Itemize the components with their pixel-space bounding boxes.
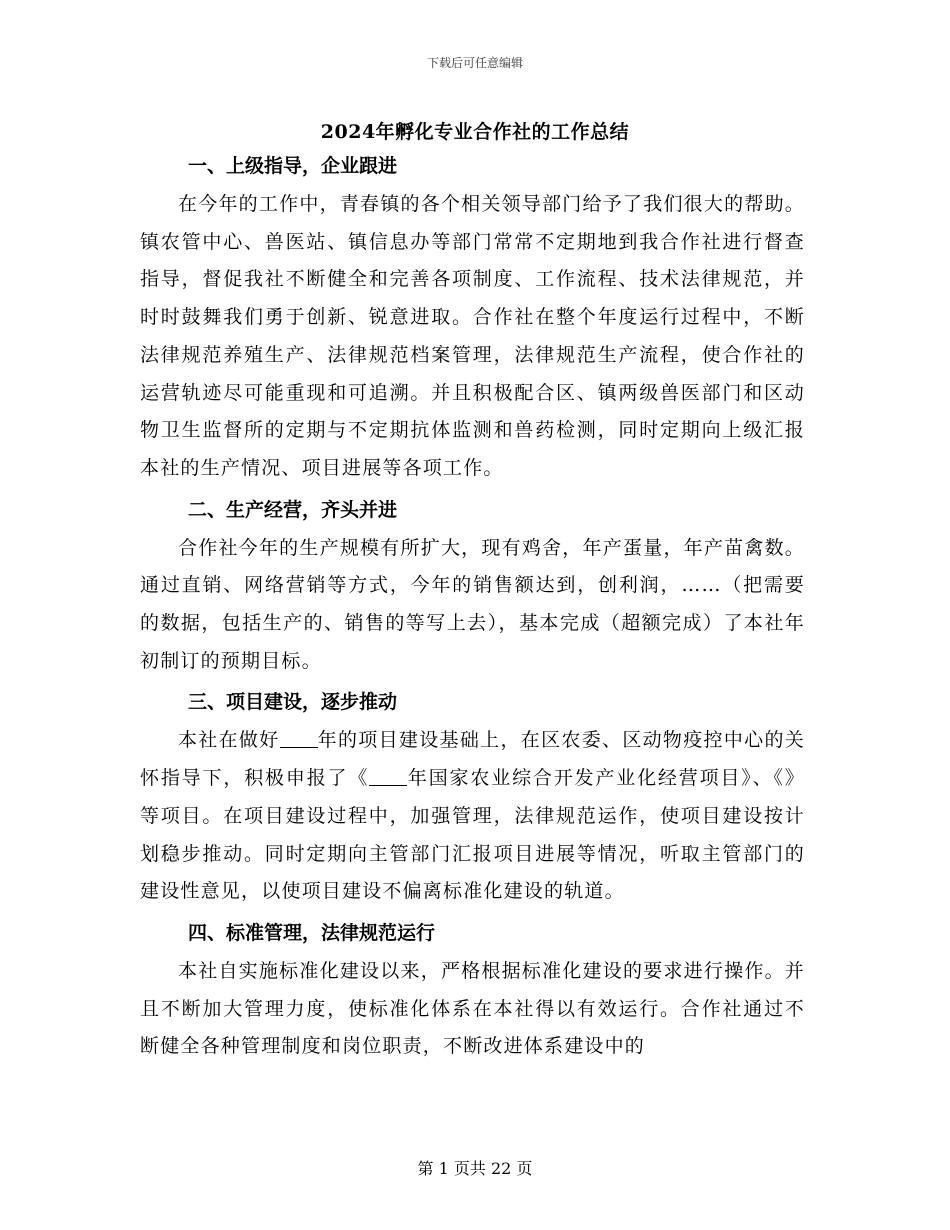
section-paragraph-2: 合作社今年的生产规模有所扩大，现有鸡舍，年产蛋量，年产苗禽数。通过直销、网络营销等方式，今年的销售额达到，创利润，……（把需要的数据，包括生产的、销售的等写上去），基本完成（超额完成）了本社年初制订的预期目标。 xyxy=(140,536,805,672)
blank-underline xyxy=(369,766,407,786)
section-heading-4: 四、标准管理，法律规范运行 xyxy=(188,921,436,944)
paragraph-text: 年国家农业综合开发产业化经营项目》、《》等项目。在项目建设过程中，加强管理，法律规范运作，使项目建设按计划稳步推动。同时定期向主管部门汇报项目进展等情况，听取主管部门的建设性意见，以使项目建设不偏离标准化建设的轨道。 xyxy=(140,767,805,903)
section-heading-1: 一、上级指导，企业跟进 xyxy=(188,155,398,177)
paragraph-text: 年的项目建设基础上，在区农委、区动物疫控中心的关怀指导下，积极申报了《 xyxy=(140,729,805,790)
document-body xyxy=(140,150,805,1072)
paragraph-text: 本社在做好 xyxy=(178,729,280,752)
section-paragraph-3 xyxy=(140,722,805,911)
section-heading-2: 二、生产经营，齐头并进 xyxy=(188,498,398,521)
section-paragraph-4: 本社自实施标准化建设以来，严格根据标准化建设的要求进行操作。并且不断加大管理力度，使标准化体系在本社得以有效运行。合作社通过不断健全各种管理制度和岗位职责，不断改进体系建设中的 xyxy=(140,959,805,1058)
page-footer: 第 1 页共 22 页 xyxy=(417,1159,533,1178)
page-header: 下载后可任意编辑 xyxy=(426,56,523,70)
section-paragraph-1: 在今年的工作中，青春镇的各个相关领导部门给予了我们很大的帮助。镇农管中心、兽医站、镇信息办等部门常常不定期地到我合作社进行督查指导，督促我社不断健全和完善各项制度、工作流程、技术法律规范，并时时鼓舞我们勇于创新、锐意进取。合作社在整个年度运行过程中，不断法律规范养殖生产、法律规范档案管理，法律规范生产流程，使合作社的运营轨迹尽可能重现和可追溯。并且积极配合区、镇两级兽医部门和区动物卫生监督所的定期与不定期抗体监测和兽药检测，同时定期向上级汇报本社的生产情况、项目进展等各项工作。 xyxy=(140,193,805,479)
section-heading-3: 三、项目建设，逐步推动 xyxy=(188,691,398,714)
blank-underline xyxy=(280,728,318,748)
document-title: 2024年孵化专业合作社的工作总结 xyxy=(320,121,630,143)
